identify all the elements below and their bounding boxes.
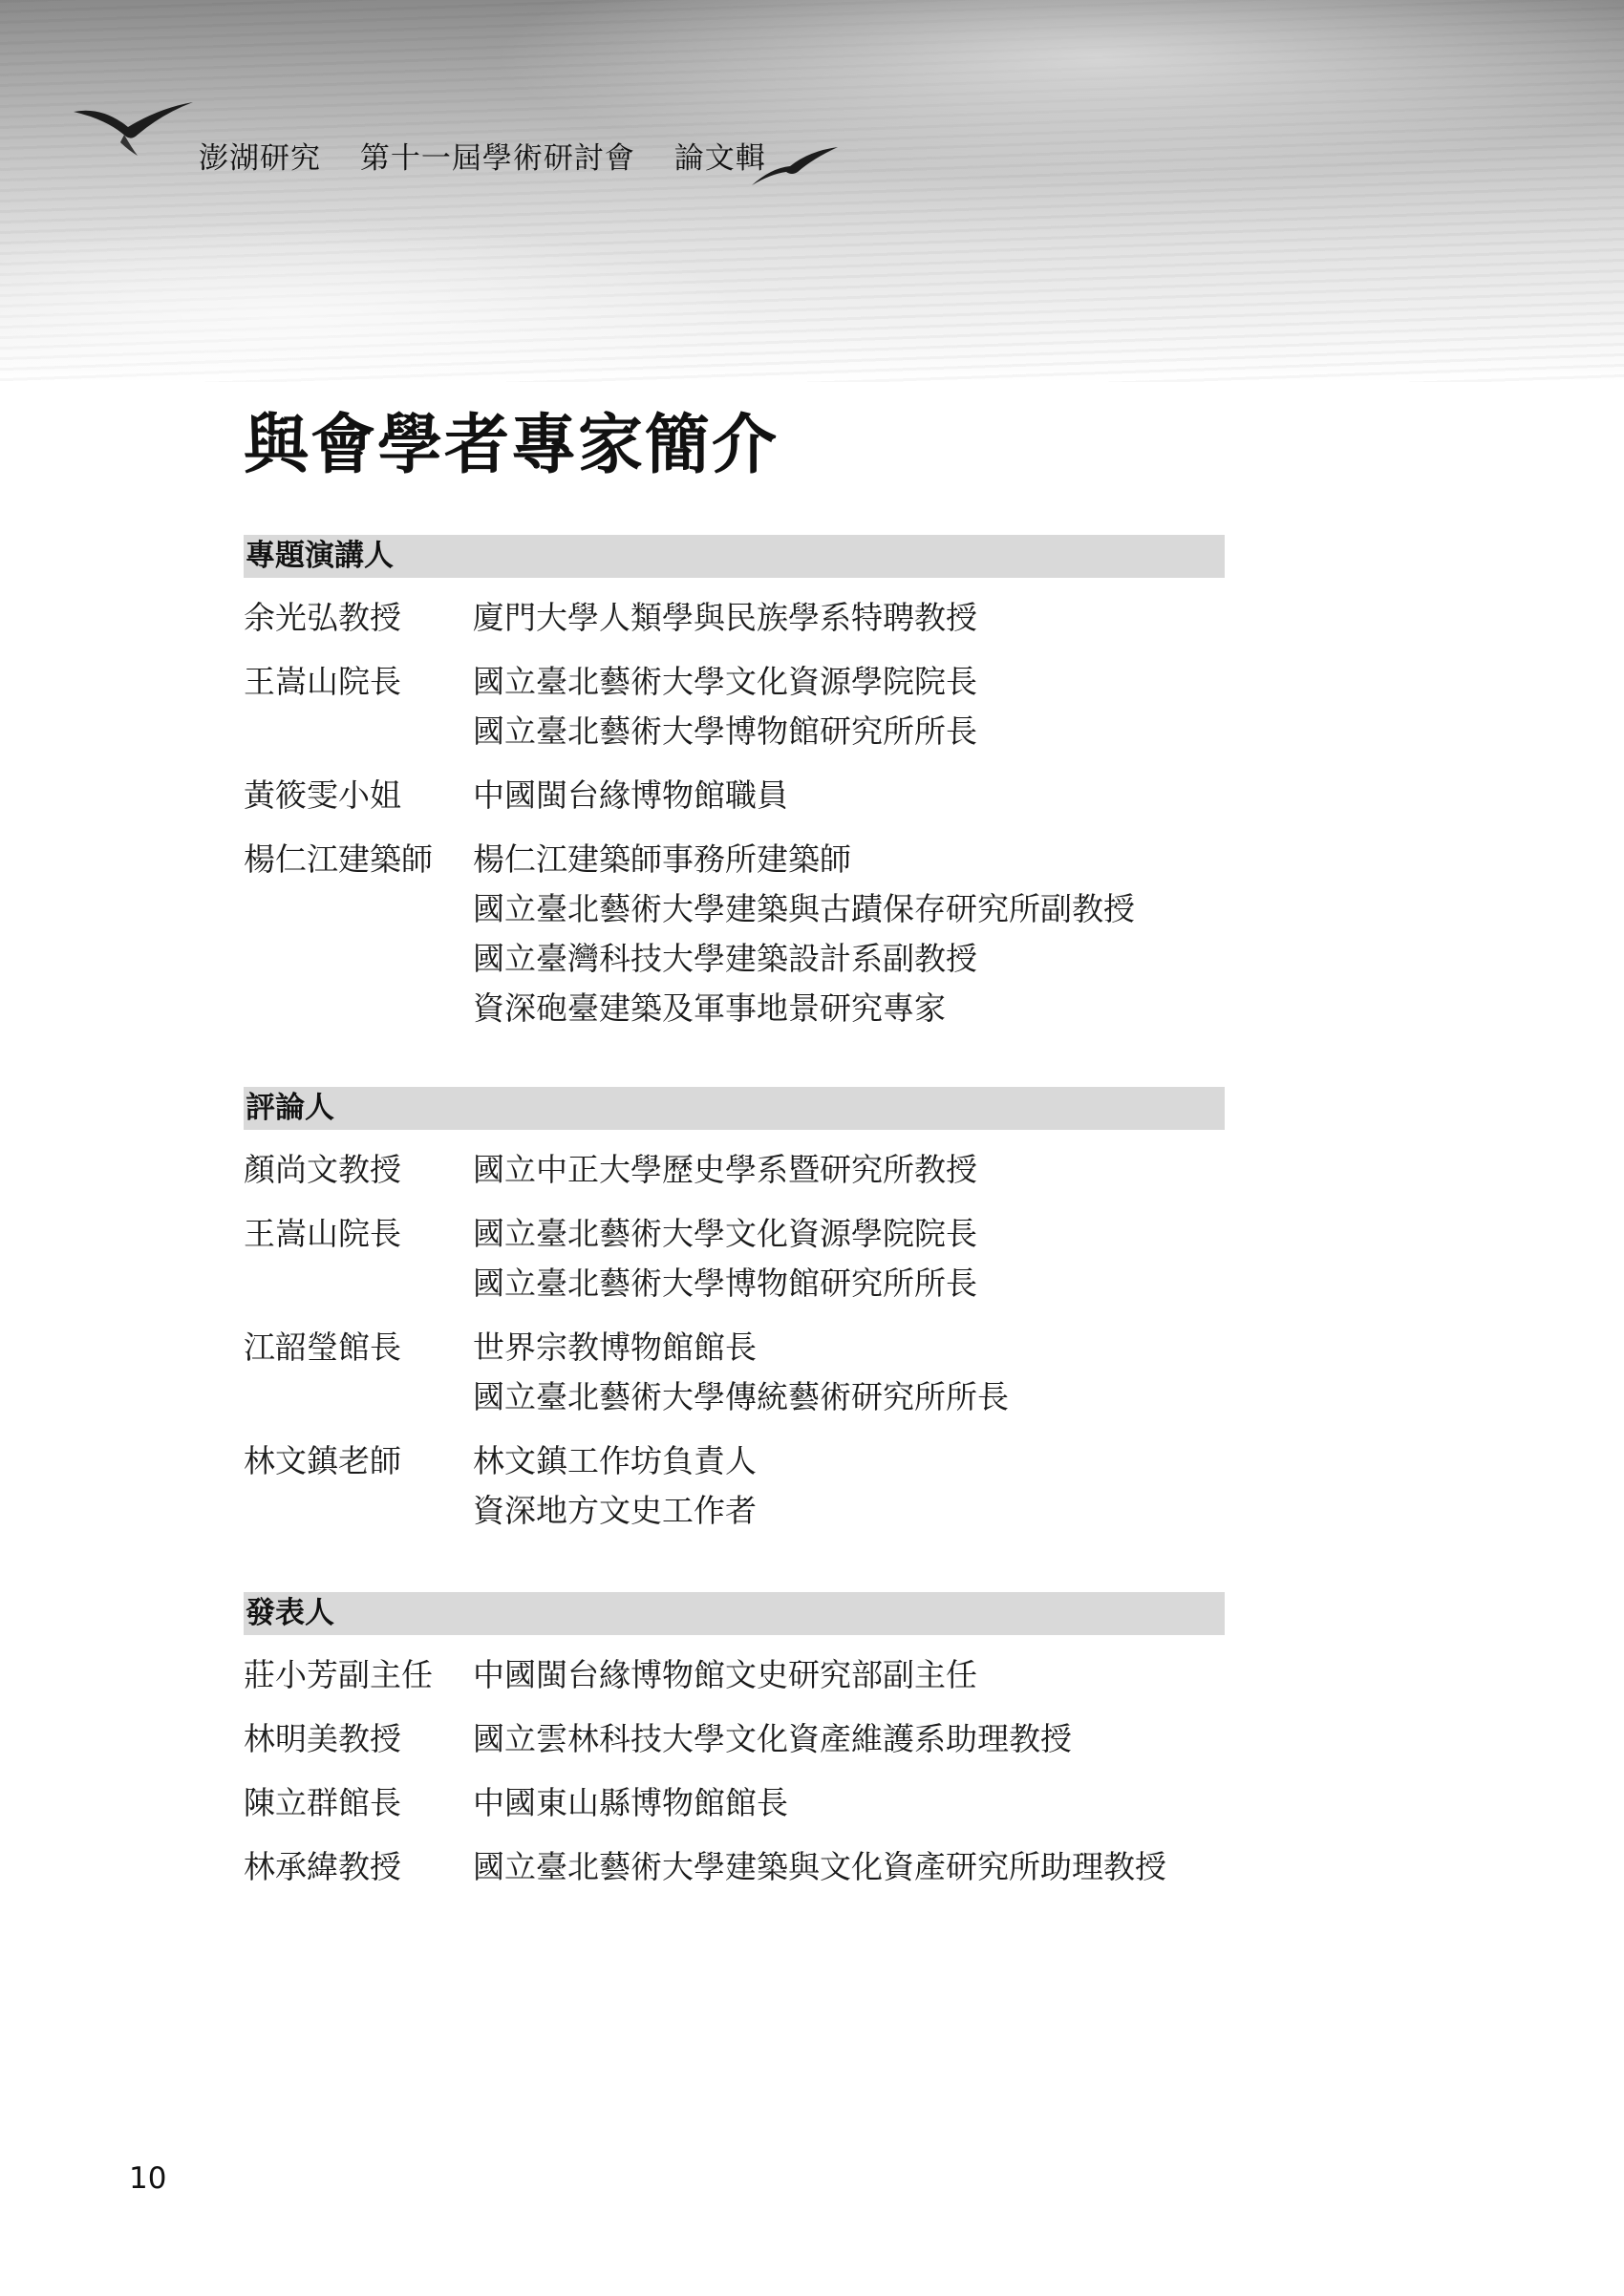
person-entry — [244, 1778, 1225, 1828]
person-entry — [244, 593, 1225, 643]
section-heading: 專題演講人 — [244, 535, 1225, 578]
person-entry — [244, 835, 1225, 1033]
header-banner — [0, 0, 1624, 382]
person-name: 楊仁江建築師 — [244, 840, 433, 878]
running-header — [199, 134, 795, 177]
person-affiliation: 國立臺北藝術大學建築與古蹟保存研究所副教授 — [473, 890, 1135, 927]
person-entry — [244, 1842, 1225, 1892]
person-name: 王嵩山院長 — [244, 1215, 401, 1252]
section-keynote-speakers — [244, 535, 1225, 1048]
page-number: 10 — [129, 2161, 167, 2196]
person-name: 余光弘教授 — [244, 599, 401, 636]
person-name: 林文鎮老師 — [244, 1442, 401, 1479]
person-affiliation: 國立臺北藝術大學建築與文化資產研究所助理教授 — [473, 1848, 1166, 1885]
person-entry — [244, 1323, 1225, 1422]
person-name: 江韶瑩館長 — [244, 1329, 401, 1366]
person-entry — [244, 1145, 1225, 1195]
person-affiliation: 國立臺北藝術大學文化資源學院院長 — [473, 1215, 977, 1252]
person-name: 王嵩山院長 — [244, 663, 401, 700]
person-name: 顏尚文教授 — [244, 1151, 401, 1188]
person-affiliation: 資深砲臺建築及軍事地景研究專家 — [473, 989, 946, 1027]
page-title: 與會學者專家簡介 — [244, 407, 780, 483]
volume-name: 論文輯 — [673, 141, 766, 176]
person-affiliation: 國立雲林科技大學文化資產維護系助理教授 — [473, 1720, 1072, 1757]
person-affiliation: 中國閩台緣博物館職員 — [473, 776, 788, 814]
person-entry — [244, 1436, 1225, 1536]
person-name: 林明美教授 — [244, 1720, 401, 1757]
person-entry — [244, 1714, 1225, 1764]
person-affiliation: 楊仁江建築師事務所建築師 — [473, 840, 851, 878]
section-heading: 評論人 — [244, 1087, 1225, 1130]
section-commentators — [244, 1087, 1225, 1550]
person-affiliation: 中國閩台緣博物館文史研究部副主任 — [473, 1656, 977, 1693]
person-entry — [244, 657, 1225, 756]
person-affiliation: 國立中正大學歷史學系暨研究所教授 — [473, 1151, 977, 1188]
section-heading: 發表人 — [244, 1592, 1225, 1635]
person-entry — [244, 1650, 1225, 1700]
person-affiliation: 世界宗教博物館館長 — [473, 1329, 757, 1366]
person-affiliation: 資深地方文史工作者 — [473, 1492, 757, 1529]
person-name: 陳立群館長 — [244, 1784, 401, 1821]
conference-name: 第十一屆學術研討會 — [359, 141, 635, 176]
person-affiliation: 廈門大學人類學與民族學系特聘教授 — [473, 599, 977, 636]
person-affiliation: 國立臺北藝術大學文化資源學院院長 — [473, 663, 977, 700]
person-affiliation: 國立臺北藝術大學傳統藝術研究所所長 — [473, 1378, 1009, 1415]
person-affiliation: 國立臺北藝術大學博物館研究所所長 — [473, 712, 977, 750]
journal-name: 澎湖研究 — [199, 141, 321, 176]
person-affiliation: 國立臺北藝術大學博物館研究所所長 — [473, 1265, 977, 1302]
person-entry — [244, 771, 1225, 820]
person-name: 林承緯教授 — [244, 1848, 401, 1885]
person-affiliation: 林文鎮工作坊負責人 — [473, 1442, 757, 1479]
seagull-icon — [69, 100, 203, 158]
person-name: 黃筱雯小姐 — [244, 776, 401, 814]
person-affiliation: 中國東山縣博物館館長 — [473, 1784, 788, 1821]
section-presenters — [244, 1592, 1225, 1906]
person-name: 莊小芳副主任 — [244, 1656, 433, 1693]
person-affiliation: 國立臺灣科技大學建築設計系副教授 — [473, 940, 977, 977]
person-entry — [244, 1209, 1225, 1308]
